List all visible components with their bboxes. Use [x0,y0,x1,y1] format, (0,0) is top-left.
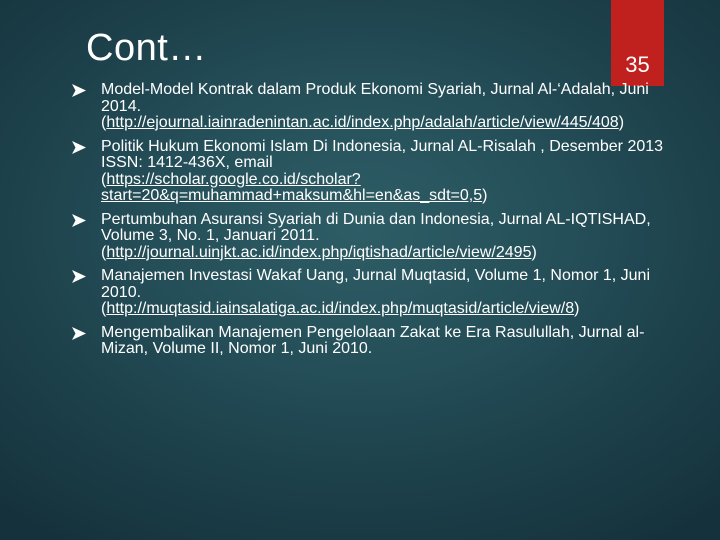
arrow-right-triangle-icon [72,214,86,227]
reference-item [70,268,675,318]
arrow-right-triangle-icon [72,84,86,97]
link-open-paren: ( [101,300,107,317]
arrow-right-triangle-icon [72,270,86,283]
reference-link[interactable]: http://muqtasid.iainsalatiga.ac.id/index.php/muqtasid/article/view/8 [106,300,575,317]
reference-text: Pertumbuhan Asuransi Syariah di Dunia dan Indonesia, Jurnal AL-IQTISHAD, Volume 3, No. 1, Januari 2011. [101,210,651,244]
reference-link[interactable]: http://journal.uinjkt.ac.id/index.php/iqtishad/article/view/2495 [106,243,532,261]
reference-text: Model-Model Kontrak dalam Produk Ekonomi Syariah, Jurnal Al-‘Adalah, Juni 2014. [101,81,649,115]
reference-link[interactable]: https://scholar.google.co.id/scholar?start=20&q=muhammad+maksum&hl=en&as_sdt=0,5 [101,170,483,204]
arrow-right-triangle-icon [72,327,86,340]
reference-item [70,139,675,205]
page-number: 35 [625,52,650,77]
link-close-paren: ) [574,300,580,317]
slide-title: Cont… [86,27,207,69]
reference-item [70,212,675,262]
link-open-paren: ( [101,243,107,261]
reference-link[interactable]: http://ejournal.iainradenintan.ac.id/index.php/adalah/article/view/445/408 [106,114,619,131]
page-number-badge [611,0,664,86]
reference-item [70,325,675,358]
reference-text: Politik Hukum Ekonomi Islam Di Indonesia, Jurnal AL-Risalah , Desember 2013 ISSN: 1412-436X, email [101,137,664,171]
link-open-paren: ( [101,114,107,131]
reference-item [70,82,675,132]
reference-text: Manajemen Investasi Wakaf Uang, Jurnal Muqtasid, Volume 1, Nomor 1, Juni 2010. [101,267,650,301]
link-open-paren: ( [101,170,107,188]
arrow-right-triangle-icon [72,141,86,154]
link-close-paren: ) [531,243,537,261]
link-close-paren: ) [618,114,625,131]
reference-list [70,82,675,365]
reference-text: Mengembalikan Manajemen Pengelolaan Zakat ke Era Rasulullah, Jurnal al-Mizan, Volume II, Nomor 1, Juni 2010. [101,323,645,357]
link-close-paren: ) [482,187,488,204]
